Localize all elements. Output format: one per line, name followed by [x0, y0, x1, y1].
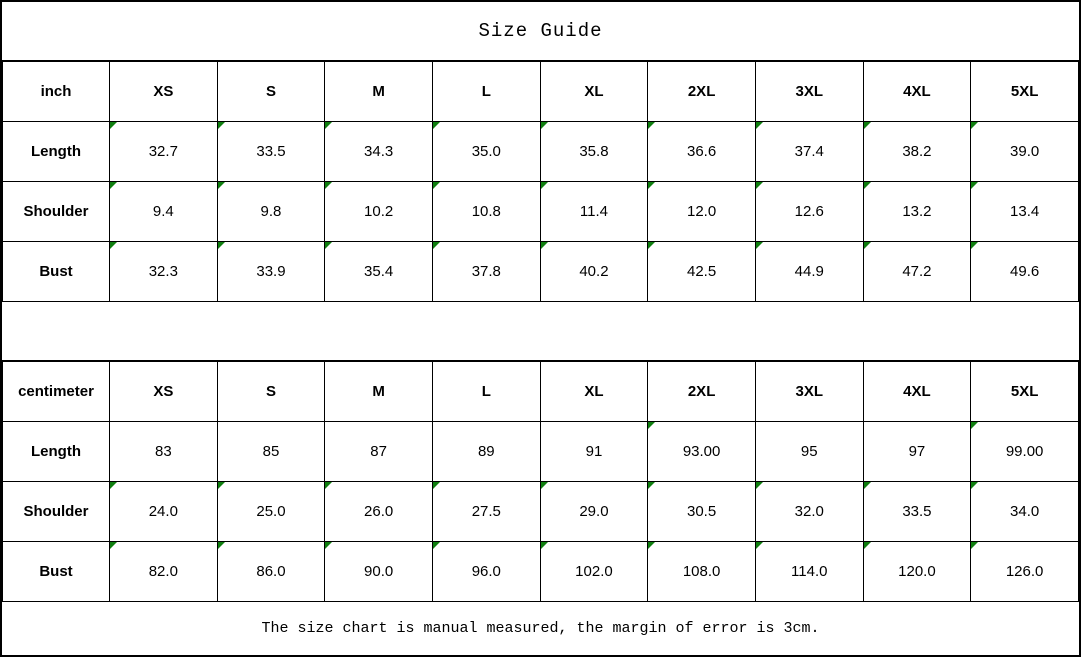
data-cell: 32.7 — [110, 122, 218, 182]
size-header-cell: 3XL — [755, 62, 863, 122]
footer-note: The size chart is manual measured, the margin of error is 3cm. — [261, 620, 820, 637]
data-cell: 108.0 — [648, 542, 756, 602]
data-cell: 26.0 — [325, 482, 433, 542]
size-header-cell: XS — [110, 62, 218, 122]
data-cell: 10.8 — [432, 182, 540, 242]
data-cell: 34.3 — [325, 122, 433, 182]
corner-marker-icon — [218, 482, 225, 489]
data-cell: 90.0 — [325, 542, 433, 602]
data-cell: 91 — [540, 422, 648, 482]
corner-marker-icon — [864, 122, 871, 129]
data-cell: 49.6 — [971, 242, 1079, 302]
data-cell: 12.0 — [648, 182, 756, 242]
data-cell: 37.4 — [755, 122, 863, 182]
corner-marker-icon — [971, 482, 978, 489]
corner-marker-icon — [756, 242, 763, 249]
centimeter-size-table — [2, 361, 1079, 602]
data-cell: 85 — [217, 422, 325, 482]
data-cell: 99.00 — [971, 422, 1079, 482]
data-cell: 11.4 — [540, 182, 648, 242]
data-cell: 44.9 — [755, 242, 863, 302]
size-header-cell: XS — [110, 362, 218, 422]
table-gap-row — [2, 302, 1079, 361]
data-cell: 9.4 — [110, 182, 218, 242]
size-header-row — [3, 362, 1079, 422]
row-label-cell: Bust — [3, 242, 110, 302]
corner-marker-icon — [433, 242, 440, 249]
corner-marker-icon — [756, 542, 763, 549]
corner-marker-icon — [433, 482, 440, 489]
corner-marker-icon — [541, 542, 548, 549]
size-header-cell: S — [217, 62, 325, 122]
page-title: Size Guide — [2, 2, 1079, 61]
corner-marker-icon — [325, 482, 332, 489]
data-cell: 86.0 — [217, 542, 325, 602]
table-row — [3, 422, 1079, 482]
data-cell: 32.3 — [110, 242, 218, 302]
data-cell: 33.5 — [217, 122, 325, 182]
data-cell: 12.6 — [755, 182, 863, 242]
corner-marker-icon — [648, 422, 655, 429]
data-cell: 10.2 — [325, 182, 433, 242]
corner-marker-icon — [218, 122, 225, 129]
corner-marker-icon — [433, 122, 440, 129]
data-cell: 33.5 — [863, 482, 971, 542]
data-cell: 36.6 — [648, 122, 756, 182]
data-cell: 35.8 — [540, 122, 648, 182]
corner-marker-icon — [218, 182, 225, 189]
corner-marker-icon — [110, 182, 117, 189]
corner-marker-icon — [648, 482, 655, 489]
corner-marker-icon — [648, 542, 655, 549]
data-cell: 25.0 — [217, 482, 325, 542]
data-cell: 13.4 — [971, 182, 1079, 242]
data-cell: 87 — [325, 422, 433, 482]
corner-marker-icon — [541, 122, 548, 129]
data-cell: 34.0 — [971, 482, 1079, 542]
data-cell: 32.0 — [755, 482, 863, 542]
data-cell: 120.0 — [863, 542, 971, 602]
data-cell: 33.9 — [217, 242, 325, 302]
inch-size-table — [2, 61, 1079, 302]
table-row — [3, 242, 1079, 302]
corner-marker-icon — [864, 542, 871, 549]
unit-header-cell: centimeter — [3, 362, 110, 422]
size-header-cell: 3XL — [755, 362, 863, 422]
corner-marker-icon — [325, 542, 332, 549]
size-header-cell: 2XL — [648, 362, 756, 422]
data-cell: 102.0 — [540, 542, 648, 602]
row-label-cell: Shoulder — [3, 482, 110, 542]
size-header-cell: XL — [540, 62, 648, 122]
size-header-cell: XL — [540, 362, 648, 422]
data-cell: 38.2 — [863, 122, 971, 182]
table-row — [3, 122, 1079, 182]
data-cell: 30.5 — [648, 482, 756, 542]
data-cell: 89 — [432, 422, 540, 482]
data-cell: 82.0 — [110, 542, 218, 602]
corner-marker-icon — [433, 182, 440, 189]
corner-marker-icon — [864, 182, 871, 189]
data-cell: 93.00 — [648, 422, 756, 482]
row-label-cell: Shoulder — [3, 182, 110, 242]
data-cell: 35.0 — [432, 122, 540, 182]
data-cell: 40.2 — [540, 242, 648, 302]
data-cell: 96.0 — [432, 542, 540, 602]
corner-marker-icon — [325, 182, 332, 189]
size-header-cell: 2XL — [648, 62, 756, 122]
corner-marker-icon — [541, 242, 548, 249]
corner-marker-icon — [433, 542, 440, 549]
corner-marker-icon — [110, 242, 117, 249]
corner-marker-icon — [756, 122, 763, 129]
size-header-cell: 4XL — [863, 62, 971, 122]
corner-marker-icon — [756, 182, 763, 189]
corner-marker-icon — [971, 122, 978, 129]
corner-marker-icon — [110, 542, 117, 549]
size-header-cell: L — [432, 362, 540, 422]
table-row — [3, 482, 1079, 542]
corner-marker-icon — [325, 242, 332, 249]
corner-marker-icon — [971, 542, 978, 549]
data-cell: 9.8 — [217, 182, 325, 242]
size-header-cell: M — [325, 362, 433, 422]
corner-marker-icon — [541, 482, 548, 489]
data-cell: 13.2 — [863, 182, 971, 242]
corner-marker-icon — [648, 182, 655, 189]
data-cell: 42.5 — [648, 242, 756, 302]
corner-marker-icon — [218, 242, 225, 249]
row-label-cell: Length — [3, 422, 110, 482]
corner-marker-icon — [971, 242, 978, 249]
size-header-cell: 4XL — [863, 362, 971, 422]
size-header-cell: 5XL — [971, 62, 1079, 122]
row-label-cell: Bust — [3, 542, 110, 602]
unit-header-cell: inch — [3, 62, 110, 122]
data-cell: 83 — [110, 422, 218, 482]
corner-marker-icon — [971, 422, 978, 429]
data-cell: 114.0 — [755, 542, 863, 602]
data-cell: 126.0 — [971, 542, 1079, 602]
data-cell: 39.0 — [971, 122, 1079, 182]
data-cell: 47.2 — [863, 242, 971, 302]
corner-marker-icon — [648, 242, 655, 249]
corner-marker-icon — [218, 542, 225, 549]
table-row — [3, 542, 1079, 602]
size-header-cell: S — [217, 362, 325, 422]
corner-marker-icon — [325, 122, 332, 129]
data-cell: 35.4 — [325, 242, 433, 302]
data-cell: 29.0 — [540, 482, 648, 542]
size-header-cell: 5XL — [971, 362, 1079, 422]
size-header-cell: M — [325, 62, 433, 122]
corner-marker-icon — [648, 122, 655, 129]
data-cell: 97 — [863, 422, 971, 482]
corner-marker-icon — [971, 182, 978, 189]
table-row — [3, 182, 1079, 242]
corner-marker-icon — [541, 182, 548, 189]
data-cell: 24.0 — [110, 482, 218, 542]
size-header-row — [3, 62, 1079, 122]
row-label-cell: Length — [3, 122, 110, 182]
corner-marker-icon — [110, 122, 117, 129]
data-cell: 27.5 — [432, 482, 540, 542]
size-header-cell: L — [432, 62, 540, 122]
data-cell: 37.8 — [432, 242, 540, 302]
corner-marker-icon — [864, 482, 871, 489]
corner-marker-icon — [864, 242, 871, 249]
corner-marker-icon — [756, 482, 763, 489]
corner-marker-icon — [110, 482, 117, 489]
data-cell: 95 — [755, 422, 863, 482]
